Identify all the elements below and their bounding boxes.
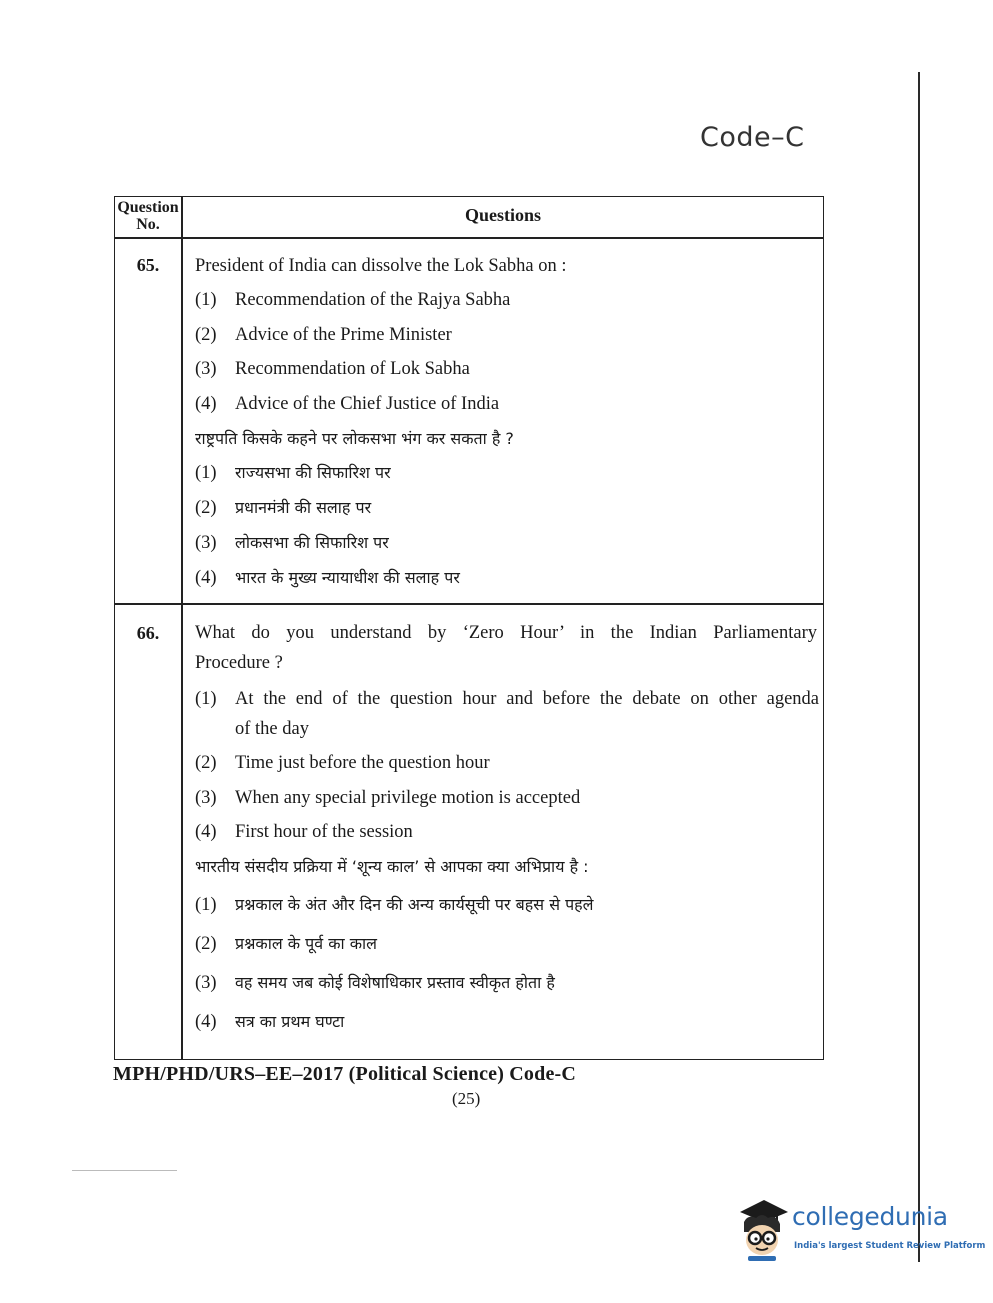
column-divider <box>181 197 183 1059</box>
option-text: Recommendation of Lok Sabha <box>235 359 470 379</box>
option-text: भारत के मुख्य न्यायाधीश की सलाह पर <box>235 568 460 587</box>
option-text: वह समय जब कोई विशेषाधिकार प्रस्ताव स्वीकृत होता है <box>235 973 555 992</box>
option-number: (4) <box>195 568 217 588</box>
question-number-65: 65. <box>136 255 160 275</box>
option-number: (3) <box>195 973 217 993</box>
mascot-icon <box>734 1196 792 1264</box>
code-label: Code–C <box>700 122 805 153</box>
q65-option-3-hi <box>195 528 819 558</box>
option-number: (2) <box>195 753 217 773</box>
q66-option-3-en <box>195 783 819 813</box>
option-text: राज्यसभा की सिफारिश पर <box>235 463 391 482</box>
q66-option-2-en <box>195 748 819 778</box>
page-edge-rule <box>918 72 920 1262</box>
q65-option-2-en <box>195 320 819 350</box>
option-text: लोकसभा की सिफारिश पर <box>235 533 389 552</box>
q66-option-1-hi <box>195 890 819 920</box>
option-text: प्रश्नकाल के पूर्व का काल <box>235 934 378 953</box>
column-header-questions: Questions <box>464 205 542 225</box>
option-text: प्रधानमंत्री की सलाह पर <box>235 498 372 517</box>
question-66-english-line2: Procedure ? <box>195 653 283 673</box>
option-text-line2: of the day <box>235 719 309 739</box>
q66-option-4-hi <box>195 1007 819 1037</box>
logo-wordmark: collegedunia <box>792 1202 948 1231</box>
footer-exam-title: MPH/PHD/URS–EE–2017 (Political Science) Code-C <box>113 1063 577 1085</box>
option-number: (4) <box>195 1012 217 1032</box>
collegedunia-logo[interactable] <box>734 1196 986 1266</box>
option-text: प्रश्नकाल के अंत और दिन की अन्य कार्यसूची पर बहस से पहले <box>235 895 594 914</box>
q65-option-4-en <box>195 389 819 419</box>
option-text: Advice of the Prime Minister <box>235 325 452 345</box>
option-text: Recommendation of the Rajya Sabha <box>235 290 511 310</box>
option-number: (1) <box>195 689 217 709</box>
page-number: (25) <box>452 1089 481 1108</box>
option-number: (3) <box>195 533 217 553</box>
q65-option-1-en <box>195 285 819 315</box>
option-number: (2) <box>195 934 217 954</box>
option-number: (2) <box>195 498 217 518</box>
question-66-english-line1: What do you understand by ‘Zero Hour’ in the Indian Parliamentary <box>195 623 817 643</box>
q66-option-4-en <box>195 817 819 847</box>
q65-option-2-hi <box>195 493 819 523</box>
q66-option-3-hi <box>195 968 819 998</box>
logo-tagline: India's largest Student Review Platform <box>794 1241 986 1251</box>
option-text: Advice of the Chief Justice of India <box>235 394 500 414</box>
option-number: (4) <box>195 394 217 414</box>
option-text: When any special privilege motion is accepted <box>235 788 581 808</box>
option-text-line1: At the end of the question hour and before the debate on other agenda <box>235 689 819 709</box>
option-text: First hour of the session <box>235 822 413 842</box>
option-number: (3) <box>195 359 217 379</box>
option-text: Time just before the question hour <box>235 753 490 773</box>
question-66-hindi: भारतीय संसदीय प्रक्रिया में ‘शून्य काल’ से आपका क्या अभिप्राय है : <box>195 857 589 876</box>
option-number: (4) <box>195 822 217 842</box>
scan-artifact-line <box>72 1170 177 1171</box>
q66-option-1-en <box>195 684 819 744</box>
option-number: (1) <box>195 290 217 310</box>
header-divider <box>115 237 823 239</box>
q65-option-4-hi <box>195 563 819 593</box>
option-number: (1) <box>195 463 217 483</box>
question-number-66: 66. <box>136 623 160 643</box>
row-divider <box>115 603 823 605</box>
option-number: (2) <box>195 325 217 345</box>
q65-option-3-en <box>195 354 819 384</box>
option-number: (3) <box>195 788 217 808</box>
q65-option-1-hi <box>195 458 819 488</box>
question-65-hindi: राष्ट्रपति किसके कहने पर लोकसभा भंग कर सकता है ? <box>195 429 514 448</box>
option-text <box>235 684 819 744</box>
option-text: सत्र का प्रथम घण्टा <box>235 1012 345 1031</box>
q66-option-2-hi <box>195 929 819 959</box>
question-65-english: President of India can dissolve the Lok Sabha on : <box>195 256 567 276</box>
option-number: (1) <box>195 895 217 915</box>
column-header-qno: Question No. <box>117 199 179 233</box>
question-table <box>114 196 824 1060</box>
